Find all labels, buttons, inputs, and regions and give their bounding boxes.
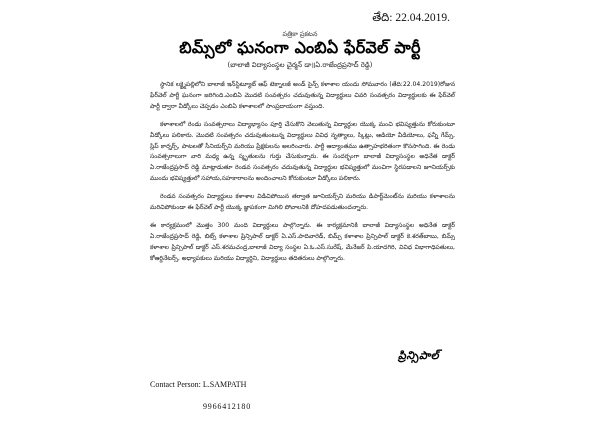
principal-signature: ప్రిన్సిపాల్ [398, 349, 440, 362]
paragraph-attendees: ఈ కార్యక్రమంలో మొత్తం 300 మంది విద్యార్థులు పాల్గొన్నారు. ఈ కార్యక్రమానికి బాలాజీ విద్యాసంస్థల అధినేత డాక్టర్ ఏ.రాజేంద్రప్రసాద్ రెడ్డి, బిట్స్ కళాశాల ప్రిన్సిపాల్ డాక్టర్ ఏ.ఎస్.పాదివారెడ్, బిమ్స్ కళాశాల ప్రిన్సిపాల్ డాక్టర్ కె.శరత్‌బాబు, బిమ్స్ కళాశాల ప్రిన్సిపాల్ డాక్టర్ ఎస్.శరమచంద్ర,బాలాజీ విద్యా సంస్థల ఏ.ఓ.ఎస్.సురేష్, మేనేజర్ పి.యాదగిరి, వివిధ విభాగాధిపతులు, కోఆర్డినేటర్స్, అధ్యాపకులు మరియు విద్యార్థిని, విద్యార్థులు తదితరులు పాల్గొన్నారు. [150, 221, 455, 262]
paragraph-memories: రెండవ సంవత్సరం విద్యార్థులు కళాశాల విడిచిపోయిన తర్వాత జూనియర్స్‌ని మరియు డిపార్ట్‌మెంట్‌ను మరియు కళాశాలను మరిచిపోకుండా ఈ ఫేర్‌వెల్ పార్టీ యొక్క జ్ఞాపకంగా మిగిలి పోవాలనికి దోహదపడుతుందన్నారు. [150, 193, 455, 212]
press-release-body [150, 80, 455, 265]
contact-label: Contact Person: [150, 380, 201, 389]
paragraph-intro: స్థానిక లక్ష్మైపల్లిలోని బాలాజీ ఇన్‌స్టిట్యూట్ ఆఫ్ టెక్నాలజీ అండ్ సైన్స్ కళాశాల యందు సోమవారం (తేది:22.04.2019)రోజున ఫేర్‌వెల్ పార్టీ ఘనంగా జరిగింది.ఎంబిఏ మొదటి సంవత్సరం చదువుతున్న విద్యార్థులు చివరి సంవత్సరం విద్యార్థులకు ఈ ఫేర్‌వెల్ పార్టీ ద్వారా వీడ్కోలు చెప్పడం ఎంబిఏ కళాశాలలో సాంప్రదాయంగా వస్తుంది. [150, 81, 455, 110]
paragraph-farewell: కళాశాలలో రెండు సంవత్సరాలు విద్యాభ్యాసం పూర్తి చేసుకొని వెలుతున్న విద్యార్థుల యొక్క మంచి భవిష్యత్తును కోరుకుంటూ వీడ్కోలు పలికారు. మొదటి సంవత్సరం చదువుతుంటున్న విద్యార్థులు వివిధ నృత్యాలు, స్కిట్లు, ఆడియో వీడియోలు, ఫన్నీ గేమ్స్, స్లిప్ కార్నర్స్, పాటలతో సీనియర్స్‌ని మరియు ప్రేక్షకులను అలరించారు. పార్టీ ఆద్యాంతము ఉత్సాహభరితంగా కొనసాగింది. ఈ రెండు సంవత్సరాలుగా వారి మధ్య ఉన్న స్మృతులను గుర్తు చేసుకున్నారు. ఈ సందర్భంగా బాలాజీ విద్యాసంస్థల అధినేత డాక్టర్ ఏ.రాజేంద్రప్రసాద్ రెడ్డి మాట్లాడుతూ రెండవ సంవత్సరం చదువుతున్న విద్యార్థుల భవిష్యత్తులో మంచిగా స్థిరపడాలని జూనియర్స్‌కు ముందు భవిష్యత్తులో సహాయ,సహకారాలను అందించాలని కోరుకుంటూ వీడ్కోలు పలికారు. [150, 120, 455, 183]
headline: బిమ్స్‌లో ఘనంగా ఎంబిఏ ఫేర్‌వెల్ పార్టీ [179, 38, 421, 57]
contact-phone: 9966412180 [203, 402, 251, 411]
press-release-label: పత్రికా ప్రకటన [282, 30, 318, 38]
contact-name: L.SAMPATH [202, 380, 247, 389]
press-release-date: తేది: 22.04.2019. [372, 12, 450, 24]
subtitle: (బాలాజీ విద్యాసంస్థల చైర్మన్ డా॥ఏ.రాజేంద్రప్రసాద్ రెడ్డి) [227, 61, 373, 69]
contact-person [150, 380, 246, 389]
